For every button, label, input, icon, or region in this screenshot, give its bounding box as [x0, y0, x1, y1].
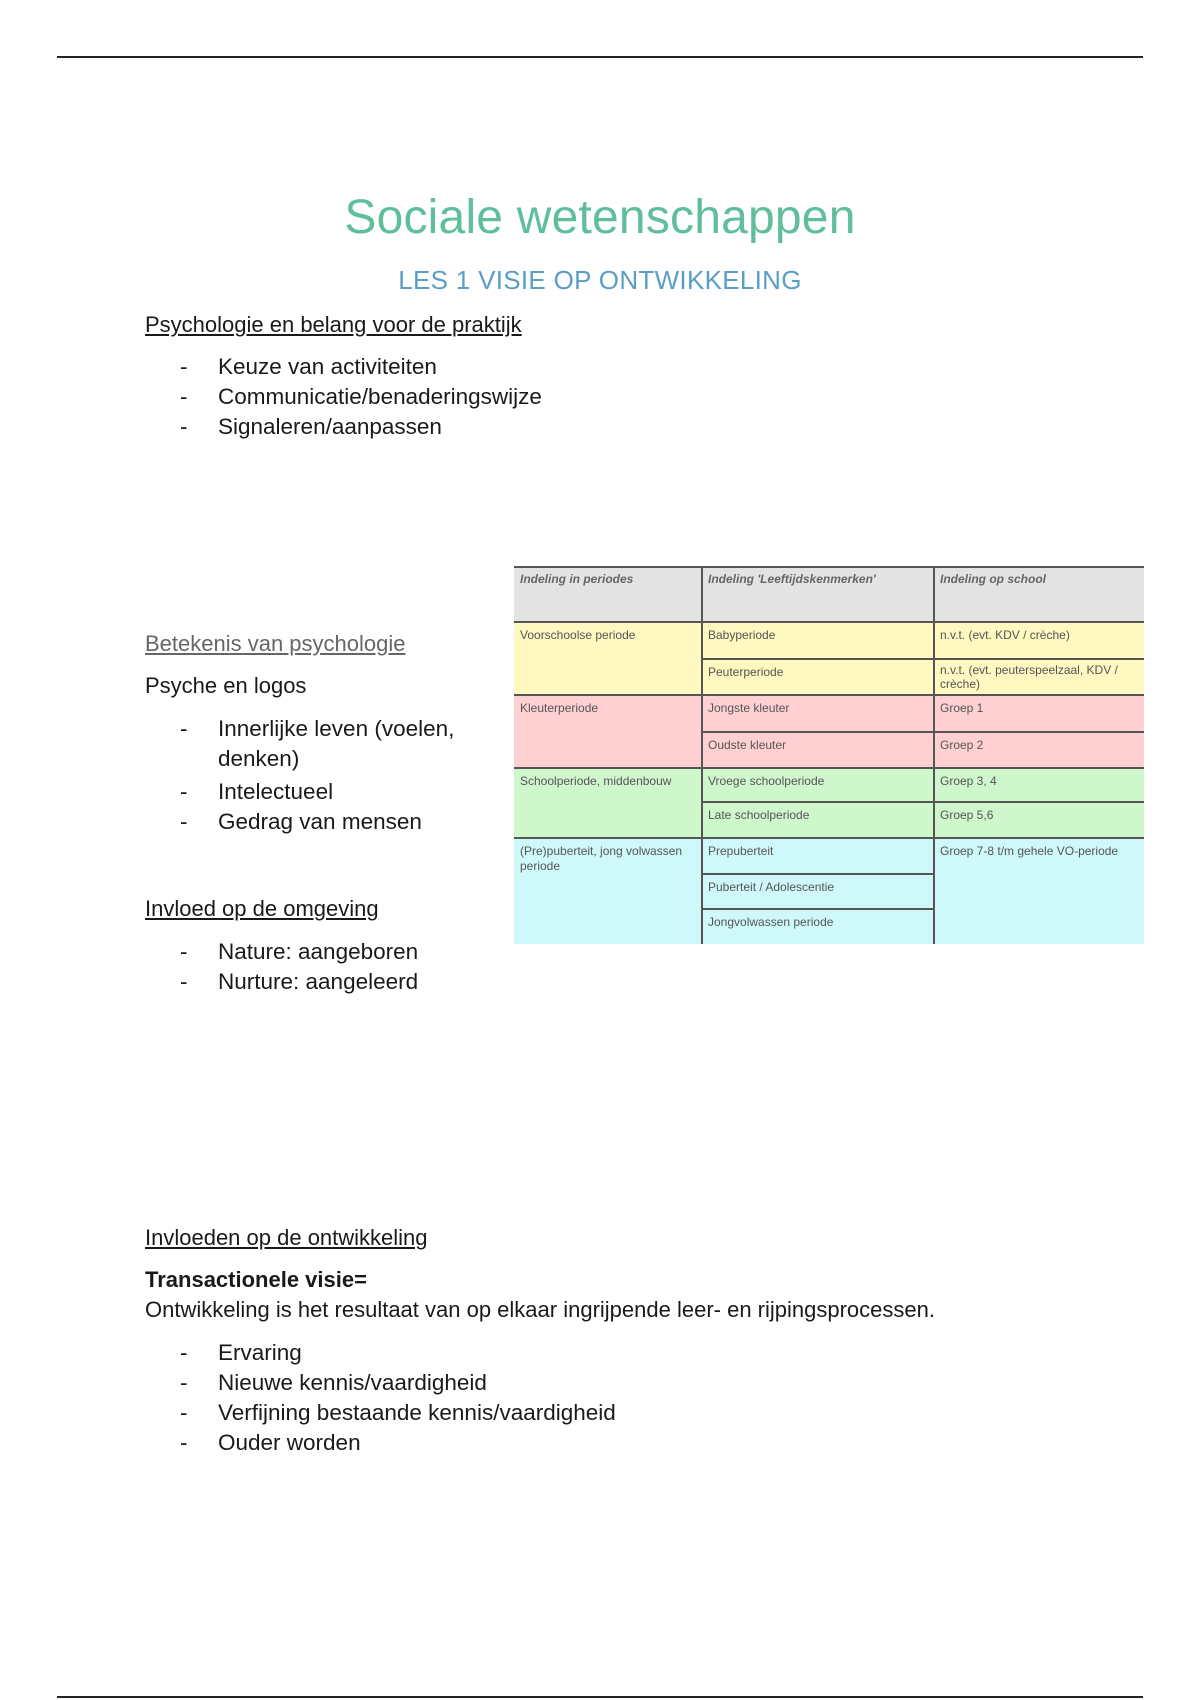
list-item: - Ervaring	[180, 1338, 616, 1368]
table-cell-kenmerk: Peuterperiode	[702, 659, 934, 695]
table-line	[514, 694, 1144, 696]
top-rule	[57, 56, 1143, 58]
table-cell-school: Groep 1	[934, 695, 1144, 732]
table-line	[514, 621, 1144, 623]
table-cell-school: n.v.t. (evt. peuterspeelzaal, KDV / crèche)	[934, 659, 1144, 695]
transactionele-visie-definition: Ontwikkeling is het resultaat van op elkaar ingrijpende leer- en rijpingsprocessen.	[145, 1297, 935, 1322]
document-title: Sociale wetenschappen	[344, 191, 856, 244]
table-cell-kenmerk: Vroege schoolperiode	[702, 768, 934, 802]
table-cell-school: Groep 3, 4	[934, 768, 1144, 802]
table-header-cell: Indeling 'Leeftijdskenmerken'	[702, 566, 934, 622]
section-heading-betekenis: Betekenis van psychologie	[145, 631, 406, 656]
table-cell-school: n.v.t. (evt. KDV / crèche)	[934, 622, 1144, 659]
table-cell-school: Groep 5,6	[934, 802, 1144, 838]
list-item: - Signaleren/aanpassen	[180, 412, 542, 442]
table-cell-kenmerk: Jongste kleuter	[702, 695, 934, 732]
table-cell-kenmerk: Oudste kleuter	[702, 732, 934, 768]
praktijk-list	[180, 352, 542, 442]
list-item: - Ouder worden	[180, 1428, 616, 1458]
list-item: - Nature: aangeboren	[180, 937, 418, 967]
document-subtitle: LES 1 VISIE OP ONTWIKKELING	[398, 265, 802, 295]
ontwikkeling-list	[180, 1338, 616, 1458]
betekenis-list	[180, 714, 500, 837]
table-line	[514, 566, 1144, 568]
list-item: - Innerlijke leven (voelen, denken)	[180, 714, 500, 774]
list-item: - Gedrag van mensen	[180, 807, 500, 837]
list-item: - Nurture: aangeleerd	[180, 967, 418, 997]
table-line	[702, 801, 1144, 803]
development-periods-table	[514, 566, 1144, 944]
section-heading-omgeving: Invloed op de omgeving	[145, 896, 379, 921]
table-cell-kenmerk: Late schoolperiode	[702, 802, 934, 838]
table-cell-kenmerk: Babyperiode	[702, 622, 934, 659]
table-line	[933, 566, 935, 944]
table-cell-period: Kleuterperiode	[514, 695, 702, 768]
table-cell-period: Voorschoolse periode	[514, 622, 702, 695]
table-line	[702, 873, 934, 875]
table-header-cell: Indeling in periodes	[514, 566, 702, 622]
list-item: - Nieuwe kennis/vaardigheid	[180, 1368, 616, 1398]
table-cell-kenmerk: Jongvolwassen periode	[702, 909, 934, 944]
table-line	[702, 658, 1144, 660]
section-heading-ontwikkeling: Invloeden op de ontwikkeling	[145, 1225, 428, 1250]
bottom-rule	[57, 1696, 1143, 1698]
table-cell-school: Groep 2	[934, 732, 1144, 768]
psyche-logos-text: Psyche en logos	[145, 673, 307, 698]
table-cell-kenmerk: Puberteit / Adolescentie	[702, 874, 934, 909]
section-heading-praktijk: Psychologie en belang voor de praktijk	[145, 312, 522, 337]
list-item: - Verfijning bestaande kennis/vaardigheid	[180, 1398, 616, 1428]
table-line	[701, 566, 703, 944]
table-cell-school: Groep 7-8 t/m gehele VO-periode	[934, 838, 1144, 944]
table-line	[702, 731, 1144, 733]
omgeving-list	[180, 937, 418, 997]
table-cell-kenmerk: Prepuberteit	[702, 838, 934, 874]
table-cell-period: (Pre)puberteit, jong volwassen periode	[514, 838, 702, 944]
table-cell-period: Schoolperiode, middenbouw	[514, 768, 702, 838]
table-line	[702, 908, 934, 910]
table-header-cell: Indeling op school	[934, 566, 1144, 622]
list-item: - Intelectueel	[180, 777, 500, 807]
table-line	[514, 837, 1144, 839]
table-line	[514, 767, 1144, 769]
list-item: - Keuze van activiteiten	[180, 352, 542, 382]
list-item: - Communicatie/benaderingswijze	[180, 382, 542, 412]
transactionele-visie-label: Transactionele visie=	[145, 1267, 367, 1292]
